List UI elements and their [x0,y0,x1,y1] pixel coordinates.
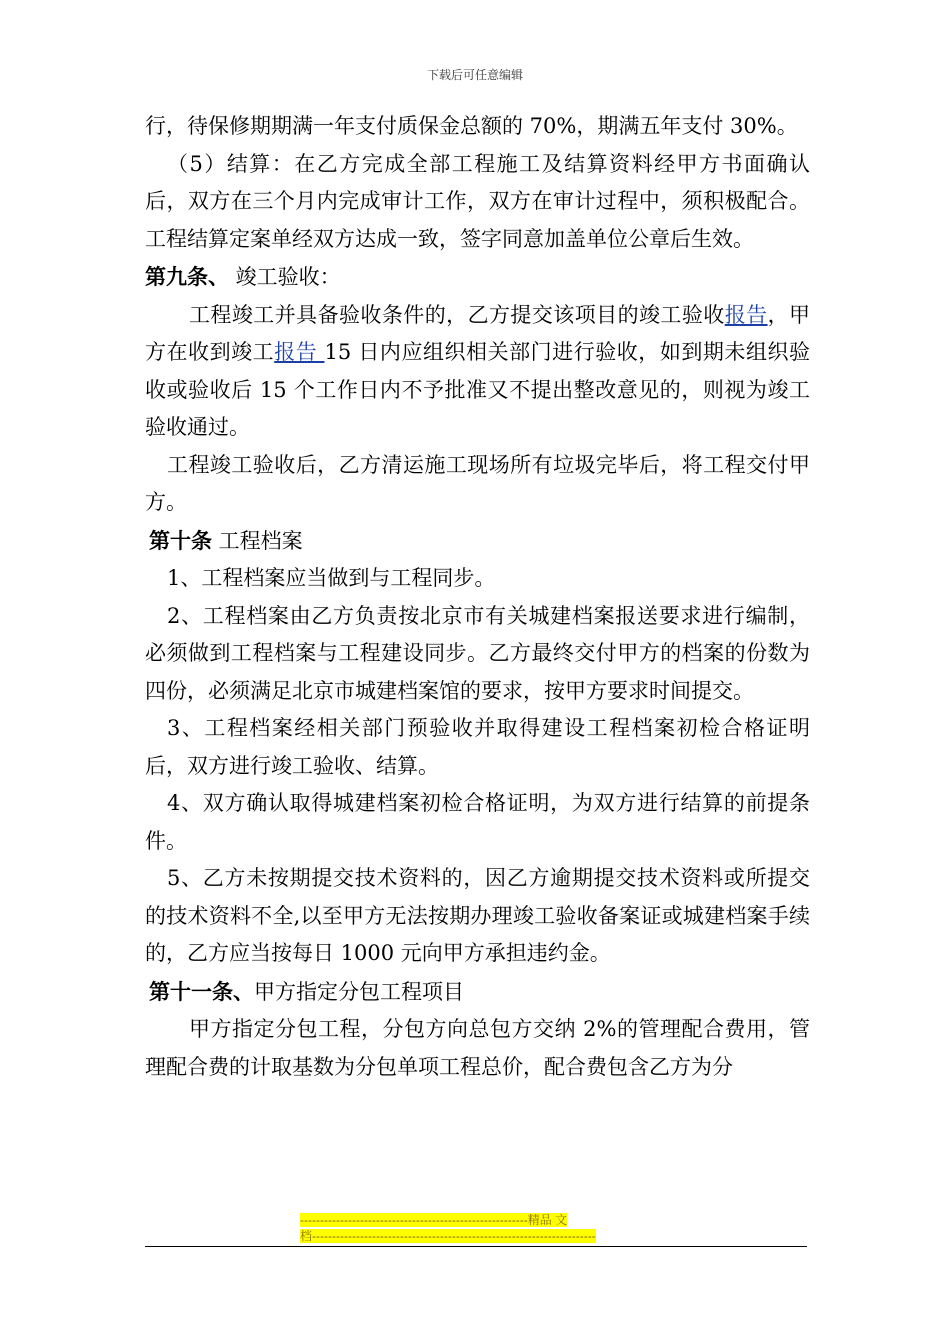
footer-divider [145,1246,807,1247]
footer-line-2: 档----------------------------------------------------------------------- [300,1229,596,1243]
section-heading-10 [145,522,810,561]
report-link-1[interactable]: 报告 [724,302,768,327]
section-heading-11 [145,973,810,1012]
section-number-11: 第十一条、 [149,978,254,1004]
section-heading-9 [145,258,810,297]
document-body [145,108,810,1086]
paragraph-warranty-payment: 行，待保修期期满一年支付质保金总额的 70%，期满五年支付 30%。 [145,114,798,138]
paragraph-settlement: （5）结算：在乙方完成全部工程施工及结算资料经甲方书面确认后，双方在三个月内完成审计工作，双方在审计过程中，须积极配合。工程结算定案单经双方达成一致，签字同意加盖单位公章后生效。 [145,151,810,251]
page-footer [300,1212,650,1244]
footer-line-1: ---------------------------------------------------------精品 文 [300,1213,568,1227]
list-item-archive-2: 2、工程档案由乙方负责按北京市有关城建档案报送要求进行编制，必须做到工程档案与工程建设同步。乙方最终交付甲方的档案的份数为四份，必须满足北京市城建档案馆的要求，按甲方要求时间提交。 [145,603,810,703]
paragraph-subcontract: 甲方指定分包工程，分包方向总包方交纳 2%的管理配合费用，管理配合费的计取基数为分包单项工程总价，配合费包含乙方为分 [145,1017,810,1079]
text-span: 15 日内应组织相关部门进行验收，如到期未组织验收或验收后 15 个工作日内不予批准又不提出整改意见的，则视为竣工验收通过。 [145,340,810,439]
section-number-9: 第九条、 [145,264,229,289]
text-span: 工程竣工并具备验收条件的，乙方提交该项目的竣工验收 [189,302,725,327]
paragraph-site-cleanup: 工程竣工验收后，乙方清运施工现场所有垃圾完毕后，将工程交付甲方。 [145,452,810,514]
page-header: 下载后可任意编辑 [426,68,523,82]
text-span: ，甲方在收到竣工 [145,302,811,364]
section-title-11: 甲方指定分包工程项目 [254,979,464,1004]
list-item-archive-1: 1、工程档案应当做到与工程同步。 [167,566,496,590]
section-number-10: 第十条 [149,527,212,553]
list-item-archive-5: 5、乙方未按期提交技术资料的，因乙方逾期提交技术资料或所提交的技术资料不全,以至甲方无法按期办理竣工验收备案证或城建档案手续的，乙方应当按每日 1000 元向甲方承担违约金。 [145,866,810,965]
paragraph-completion-acceptance [145,297,810,447]
section-title-10: 工程档案 [212,528,303,553]
list-item-archive-4: 4、双方确认取得城建档案初检合格证明，为双方进行结算的前提条件。 [145,791,810,853]
section-title-9: 竣工验收： [229,265,341,289]
list-item-archive-3: 3、工程档案经相关部门预验收并取得建设工程档案初检合格证明后，双方进行竣工验收、结算。 [145,716,810,778]
report-link-2[interactable]: 报告 [274,340,325,364]
